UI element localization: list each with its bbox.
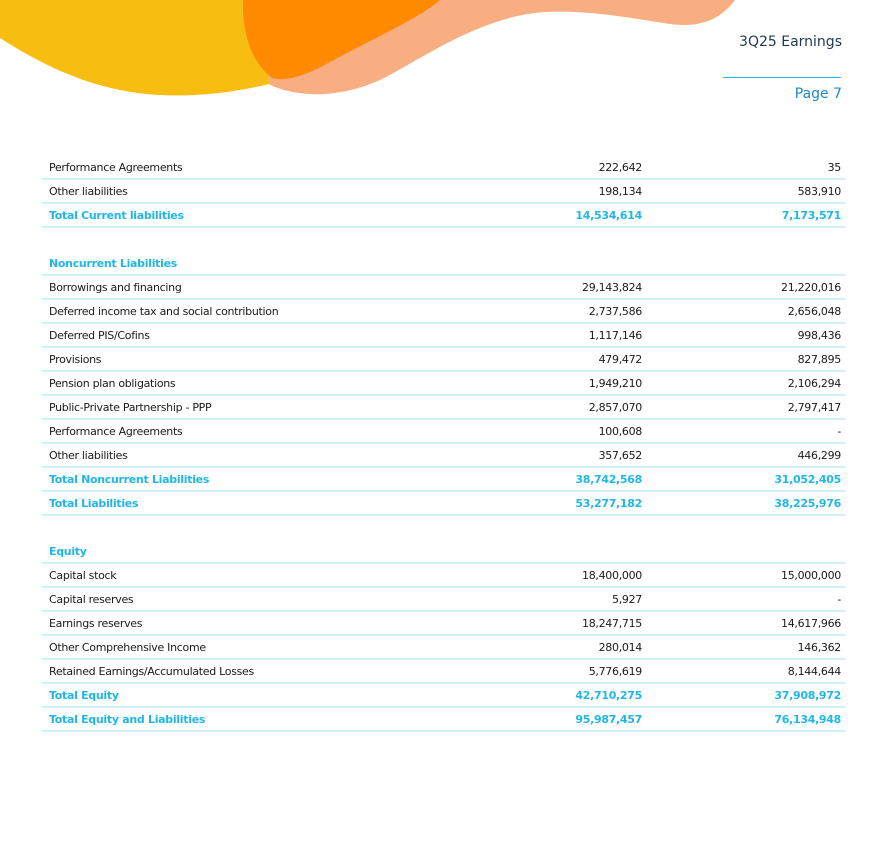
value-prior-period: 35 xyxy=(827,161,841,174)
value-current-period: 479,472 xyxy=(598,353,642,366)
value-prior-period: 827,895 xyxy=(797,353,841,366)
row-label: Provisions xyxy=(49,353,102,366)
value-current-period: 357,652 xyxy=(598,449,642,462)
total-equity-row xyxy=(42,684,846,708)
value-current-period: 29,143,824 xyxy=(582,281,642,294)
value-current-period: 38,742,568 xyxy=(575,473,642,486)
value-prior-period: 21,220,016 xyxy=(781,281,841,294)
row-label: Retained Earnings/Accumulated Losses xyxy=(49,665,254,678)
value-current-period: 5,927 xyxy=(612,593,642,606)
table-row xyxy=(42,372,846,396)
total-current-liabilities-row xyxy=(42,204,846,228)
value-prior-period: 8,144,644 xyxy=(787,665,841,678)
table-row xyxy=(42,396,846,420)
total-liabilities-row xyxy=(42,492,846,516)
page-number: Page 7 xyxy=(794,86,842,102)
row-label: Capital reserves xyxy=(49,593,134,606)
table-row xyxy=(42,660,846,684)
row-label: Total Liabilities xyxy=(49,497,139,510)
value-current-period: 53,277,182 xyxy=(575,497,642,510)
row-label: Other liabilities xyxy=(49,185,128,198)
total-noncurrent-liabilities-row xyxy=(42,468,846,492)
table-row xyxy=(42,300,846,324)
value-prior-period: 14,617,966 xyxy=(781,617,841,630)
value-current-period: 198,134 xyxy=(598,185,642,198)
value-prior-period: 146,362 xyxy=(797,641,841,654)
row-label: Performance Agreements xyxy=(49,425,183,438)
row-label: Total Equity and Liabilities xyxy=(49,713,206,726)
value-current-period: 18,400,000 xyxy=(582,569,642,582)
value-prior-period: 76,134,948 xyxy=(774,713,841,726)
value-current-period: 100,608 xyxy=(598,425,642,438)
value-prior-period: 446,299 xyxy=(797,449,841,462)
value-prior-period: 31,052,405 xyxy=(774,473,841,486)
value-prior-period: 998,436 xyxy=(797,329,841,342)
value-current-period: 95,987,457 xyxy=(575,713,642,726)
row-label: Total Noncurrent Liabilities xyxy=(49,473,210,486)
section-title: Equity xyxy=(49,545,87,558)
table-row xyxy=(42,444,846,468)
value-prior-period: 15,000,000 xyxy=(781,569,841,582)
table-row xyxy=(42,612,846,636)
value-current-period: 5,776,619 xyxy=(588,665,642,678)
row-label: Other Comprehensive Income xyxy=(49,641,206,654)
section-spacer xyxy=(42,516,846,540)
yellow-blob-shape xyxy=(0,0,285,95)
table-row xyxy=(42,156,846,180)
row-label: Earnings reserves xyxy=(49,617,143,630)
value-prior-period: 37,908,972 xyxy=(774,689,841,702)
value-current-period: 42,710,275 xyxy=(575,689,642,702)
decorative-header-shapes xyxy=(0,0,740,100)
value-prior-period: 583,910 xyxy=(797,185,841,198)
value-current-period: 222,642 xyxy=(598,161,642,174)
section-header-noncurrent xyxy=(42,252,846,276)
table-row xyxy=(42,420,846,444)
row-label: Pension plan obligations xyxy=(49,377,176,390)
value-current-period: 1,949,210 xyxy=(588,377,642,390)
section-spacer xyxy=(42,228,846,252)
value-prior-period: - xyxy=(837,425,841,438)
table-row xyxy=(42,348,846,372)
row-label: Capital stock xyxy=(49,569,117,582)
table-row xyxy=(42,276,846,300)
value-current-period: 2,737,586 xyxy=(588,305,642,318)
table-row xyxy=(42,564,846,588)
row-label: Deferred PIS/Cofins xyxy=(49,329,150,342)
balance-sheet-table xyxy=(42,156,846,732)
row-label: Public-Private Partnership - PPP xyxy=(49,401,212,414)
row-label: Deferred income tax and social contribution xyxy=(49,305,279,318)
total-equity-and-liabilities-row xyxy=(42,708,846,732)
value-current-period: 280,014 xyxy=(598,641,642,654)
header-divider xyxy=(723,77,841,78)
table-row xyxy=(42,324,846,348)
row-label: Performance Agreements xyxy=(49,161,183,174)
row-label: Other liabilities xyxy=(49,449,128,462)
value-prior-period: 7,173,571 xyxy=(781,209,841,222)
table-row xyxy=(42,180,846,204)
row-label: Total Equity xyxy=(49,689,119,702)
value-current-period: 2,857,070 xyxy=(588,401,642,414)
value-current-period: 18,247,715 xyxy=(582,617,642,630)
table-row xyxy=(42,588,846,612)
value-current-period: 14,534,614 xyxy=(575,209,642,222)
value-prior-period: 2,797,417 xyxy=(787,401,841,414)
value-prior-period: 2,106,294 xyxy=(787,377,841,390)
section-title: Noncurrent Liabilities xyxy=(49,257,177,270)
value-prior-period: 2,656,048 xyxy=(787,305,841,318)
section-header-equity xyxy=(42,540,846,564)
report-title: 3Q25 Earnings xyxy=(739,34,842,50)
table-row xyxy=(42,636,846,660)
value-prior-period: 38,225,976 xyxy=(774,497,841,510)
value-current-period: 1,117,146 xyxy=(588,329,642,342)
value-prior-period: - xyxy=(837,593,841,606)
row-label: Borrowings and financing xyxy=(49,281,182,294)
row-label: Total Current liabilities xyxy=(49,209,184,222)
